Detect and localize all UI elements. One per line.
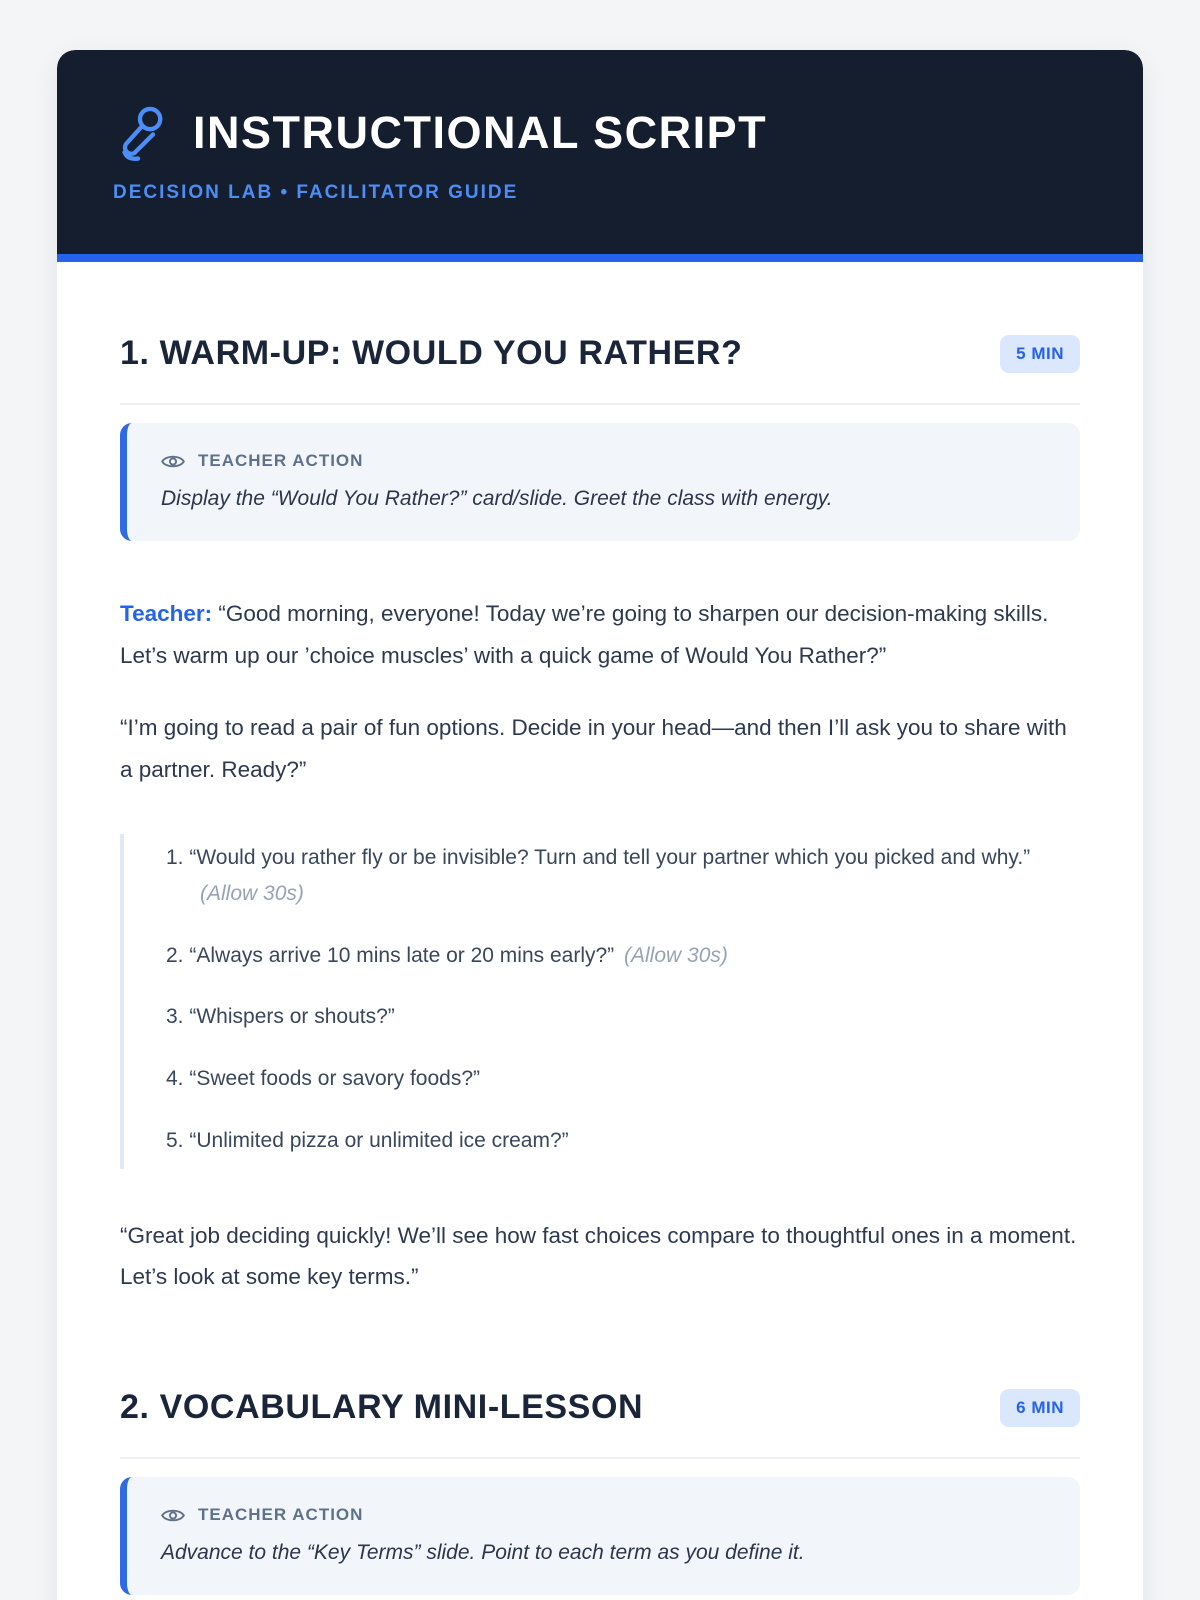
callout-label: TEACHER ACTION <box>198 1505 364 1525</box>
dialogue-paragraph: “I’m going to read a pair of fun options. Decide in your head—and then I’ll ask you to share with a partner. Ready?” <box>120 714 1067 782</box>
microphone-icon <box>113 104 167 162</box>
header-title-row <box>113 104 1087 162</box>
prompt-list <box>120 834 1080 1168</box>
list-item-number: 1. <box>166 846 184 870</box>
callout-label-row <box>161 1505 1046 1525</box>
timing-note: (Allow 30s) <box>624 943 728 967</box>
section-header <box>120 334 1080 405</box>
list-item <box>166 999 1046 1035</box>
section-header <box>120 1388 1080 1459</box>
callout-text: Advance to the “Key Terms” slide. Point to each term as you define it. <box>161 1541 805 1565</box>
list-item-text: “Sweet foods or savory foods?” <box>189 1067 480 1091</box>
callout-label-row <box>161 451 1046 471</box>
list-item <box>166 1123 1046 1159</box>
dialogue-text: “Good morning, everyone! Today we’re going to sharpen our decision-making skills. Let’s warm up our ’choice muscles’ with a quick game of Would You Rather?” <box>120 601 1049 668</box>
list-item-number: 4. <box>166 1067 184 1091</box>
list-item-text: “Always arrive 10 mins late or 20 mins early?” <box>189 943 615 967</box>
list-item <box>166 938 1046 974</box>
teacher-action-callout <box>120 1477 1080 1595</box>
document-title: INSTRUCTIONAL SCRIPT <box>193 107 768 158</box>
list-item-text: “Unlimited pizza or unlimited ice cream?” <box>189 1128 569 1152</box>
page <box>0 50 1200 1600</box>
duration-badge: 5 MIN <box>1000 335 1080 373</box>
list-item-number: 2. <box>166 943 184 967</box>
callout-label: TEACHER ACTION <box>198 451 364 470</box>
eye-icon <box>161 1507 185 1524</box>
section-title: 2. VOCABULARY MINI-LESSON <box>120 1388 644 1427</box>
teacher-action-callout <box>120 423 1080 541</box>
document-header <box>57 50 1143 254</box>
list-item-text: “Whispers or shouts?” <box>189 1005 395 1029</box>
eye-icon <box>161 453 185 470</box>
section-vocabulary <box>120 1388 1080 1595</box>
section-warm-up <box>120 334 1080 1298</box>
list-item-number: 3. <box>166 1005 184 1029</box>
document-body <box>57 334 1143 1600</box>
list-item-text: “Would you rather fly or be invisible? Turn and tell your partner which you picked and why.” <box>189 846 1031 870</box>
timing-note: (Allow 30s) <box>200 882 304 906</box>
dialogue-paragraph: “Great job deciding quickly! We’ll see how fast choices compare to thoughtful ones in a moment. Let’s look at some key terms.” <box>120 1222 1077 1290</box>
callout-text: Display the “Would You Rather?” card/slide. Greet the class with energy. <box>161 487 833 510</box>
list-item <box>166 1061 1046 1097</box>
list-item <box>166 840 1046 911</box>
list-item-number: 5. <box>166 1128 184 1152</box>
duration-badge: 6 MIN <box>1000 1389 1080 1427</box>
document-subtitle: DECISION LAB • FACILITATOR GUIDE <box>113 182 519 203</box>
dialogue-paragraph <box>120 593 1080 677</box>
header-accent-bar <box>57 254 1143 262</box>
speaker-label: Teacher: <box>120 601 213 626</box>
document-card <box>57 50 1143 1600</box>
section-title: 1. WARM-UP: WOULD YOU RATHER? <box>120 334 743 372</box>
